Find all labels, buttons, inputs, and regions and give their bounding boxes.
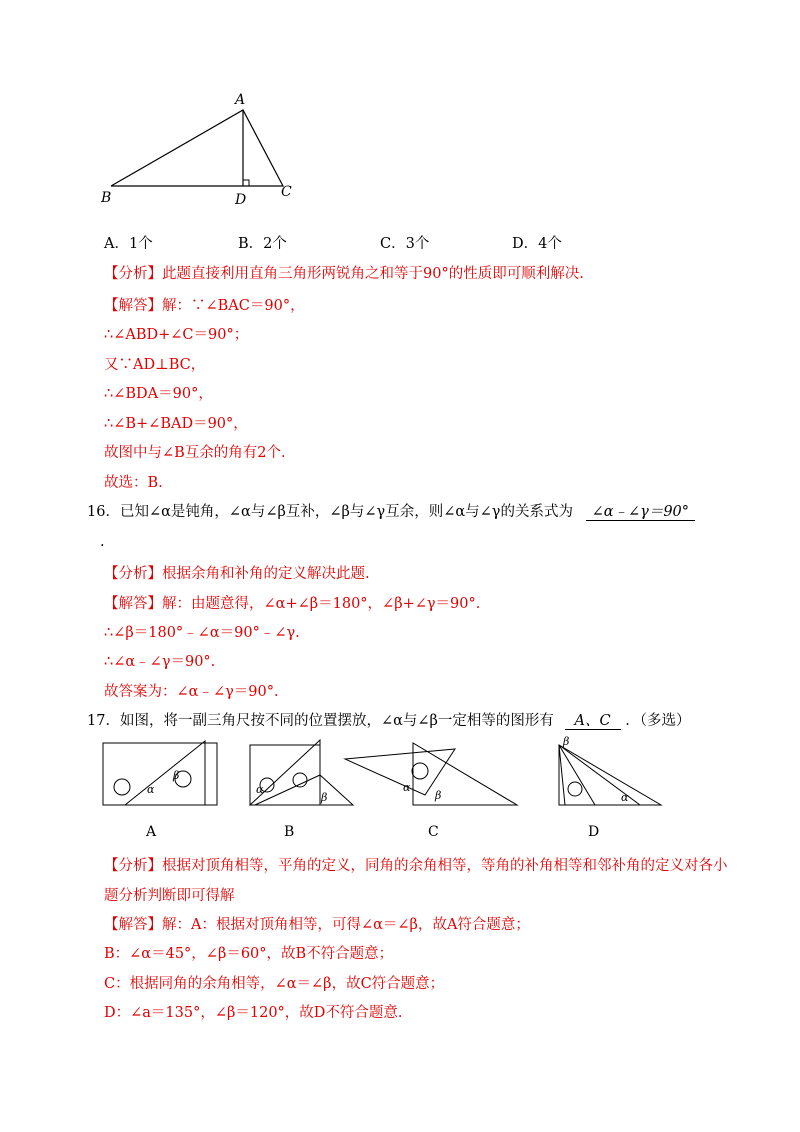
- figure-b-drawing: [250, 740, 353, 805]
- figure-b-beta: β: [321, 791, 328, 804]
- figure-c-label: C: [428, 824, 439, 840]
- q15-solution-line: ∴∠ABD+∠C＝90°；: [104, 327, 249, 343]
- triangle-abc-figure: [95, 88, 305, 208]
- figure-a-label: A: [146, 824, 157, 840]
- figure-b-alpha: α: [256, 783, 264, 796]
- set-square-figures: [95, 735, 675, 815]
- q16-question: [87, 502, 695, 522]
- q15-solution-line: ∴∠BDA＝90°，: [104, 386, 213, 402]
- q15-solution-line: 故图中与∠B互余的角有2个.: [104, 445, 286, 461]
- q15-option-c: C．3个: [380, 236, 430, 252]
- q15-option-d: D．4个: [512, 236, 562, 252]
- q17-solution-line: C：根据同角的余角相等，∠α＝∠β，故C符合题意；: [104, 976, 445, 992]
- q17-solution-line: B：∠α＝45°，∠β＝60°，故B不符合题意；: [104, 946, 394, 962]
- figure-d-alpha: α: [621, 791, 629, 804]
- q16-solution-line: ∴∠β＝180°﹣∠α＝90°﹣∠γ.: [104, 625, 300, 641]
- q15-solution-line: 【解答】解：∵∠BAC＝90°，: [104, 298, 305, 314]
- figure-b-label: B: [284, 824, 295, 840]
- figure-d-label: D: [588, 824, 600, 840]
- q16-trail: .: [100, 534, 105, 550]
- q16-answer: ∠α﹣∠γ＝90°: [586, 504, 695, 521]
- q15-option-a: A．1个: [104, 236, 153, 252]
- figure-d-drawing: [559, 735, 661, 805]
- q15-solution-line: ∴∠B+∠BAD＝90°，: [104, 416, 248, 432]
- q16-question-text: 16．已知∠α是钝角，∠α与∠β互补，∠β与∠γ互余，则∠α与∠γ的关系式为: [87, 504, 573, 520]
- vertex-b-label: B: [101, 190, 112, 206]
- q17-analysis-line-1: 【分析】根据对顶角相等，平角的定义，同角的余角相等，等角的补角相等和邻补角的定义对各小: [104, 858, 728, 874]
- q17-question-text: 17．如图，将一副三角尺按不同的位置摆放，∠α与∠β一定相等的图形有: [87, 713, 554, 729]
- figure-c-alpha: α: [403, 781, 411, 794]
- figure-c-drawing: [345, 743, 517, 805]
- q16-solution-line: 故答案为：∠α﹣∠γ＝90°.: [104, 684, 279, 700]
- vertex-c-label: C: [281, 184, 292, 200]
- q17-solution-line: 【解答】解：A：根据对顶角相等，可得∠α＝∠β，故A符合题意；: [104, 917, 530, 933]
- figure-c-beta: β: [435, 789, 442, 802]
- figure-d-beta: β: [563, 735, 570, 748]
- q17-solution-line: D：∠a＝135°，∠β＝120°，故D不符合题意.: [104, 1005, 403, 1021]
- figure-a-beta: β: [173, 769, 180, 782]
- q17-answer: A、C: [565, 713, 621, 730]
- figure-a-drawing: [103, 741, 217, 805]
- q15-solution-line: 故选：B.: [104, 475, 163, 491]
- q15-analysis: 【分析】此题直接利用直角三角形两锐角之和等于90°的性质即可顺利解决.: [104, 266, 584, 282]
- figure-a-alpha: α: [147, 783, 155, 796]
- q16-solution-line: 【解答】解：由题意得，∠α+∠β＝180°，∠β+∠γ＝90°.: [104, 596, 481, 612]
- q17-question: [87, 711, 690, 731]
- vertex-d-label: D: [235, 192, 247, 208]
- q16-analysis: 【分析】根据余角和补角的定义解决此题.: [104, 566, 370, 582]
- q17-analysis-line-2: 题分析判断即可得解: [104, 888, 235, 904]
- q15-solution-line: 又∵AD⊥BC，: [104, 357, 206, 373]
- q15-option-b: B．2个: [238, 236, 287, 252]
- vertex-a-label: A: [235, 92, 246, 108]
- q16-solution-line: ∴∠α﹣∠γ＝90°.: [104, 654, 216, 670]
- q17-note: ．（多选）: [625, 713, 691, 729]
